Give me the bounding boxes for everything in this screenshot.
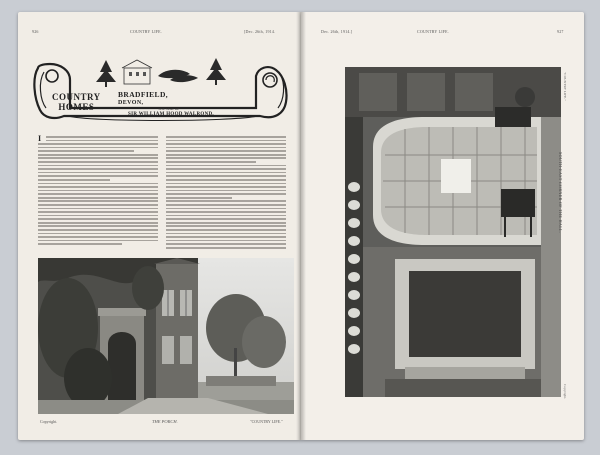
magazine-spread [18, 12, 584, 442]
owner-name: SIR WILLIAM HOOD WALROND. [128, 112, 214, 117]
drop-cap: I [38, 134, 42, 143]
county-name: DEVON, [118, 100, 144, 106]
series-title [52, 92, 101, 112]
article-body [38, 136, 286, 254]
left-page [18, 12, 301, 440]
hall-photograph [345, 67, 561, 397]
page-gutter [296, 12, 306, 440]
article-column-2 [166, 136, 286, 254]
article-column-1 [38, 136, 158, 254]
house-name: BRADFIELD, [118, 90, 169, 99]
right-date: Dec. 26th, 1914.] [321, 29, 353, 34]
right-page [301, 12, 584, 440]
series-title-line1: COUNTRY [52, 92, 101, 102]
right-running-title: COUNTRY LIFE. [417, 29, 450, 34]
country-homes-banner [30, 50, 292, 126]
porch-photo-image [38, 258, 294, 414]
hall-caption-text: SOUTH-EAST CORNER OF THE HALL. [558, 152, 563, 234]
hall-photo-image [345, 67, 561, 397]
porch-photo-credit-left: Copyright. [40, 419, 58, 424]
left-running-title: COUNTRY LIFE. [130, 29, 163, 34]
hall-photo-credit-top: "COUNTRY LIFE." [563, 72, 567, 101]
house-location [118, 91, 168, 107]
porch-photograph [38, 258, 294, 414]
right-page-number: 927 [557, 29, 564, 34]
left-page-number: 926 [32, 29, 39, 34]
porch-photo-credit-right: "COUNTRY LIFE." [250, 419, 283, 424]
hall-photo-credit-bottom: Copyright. [563, 384, 567, 400]
seat-label: THE SEAT OF [158, 107, 180, 111]
porch-photo-caption: THE PORCH. [152, 419, 178, 424]
series-title-line2: HOMES [58, 102, 95, 112]
left-date: [Dec. 26th, 1914. [244, 29, 276, 34]
hall-photo-caption [558, 152, 569, 312]
